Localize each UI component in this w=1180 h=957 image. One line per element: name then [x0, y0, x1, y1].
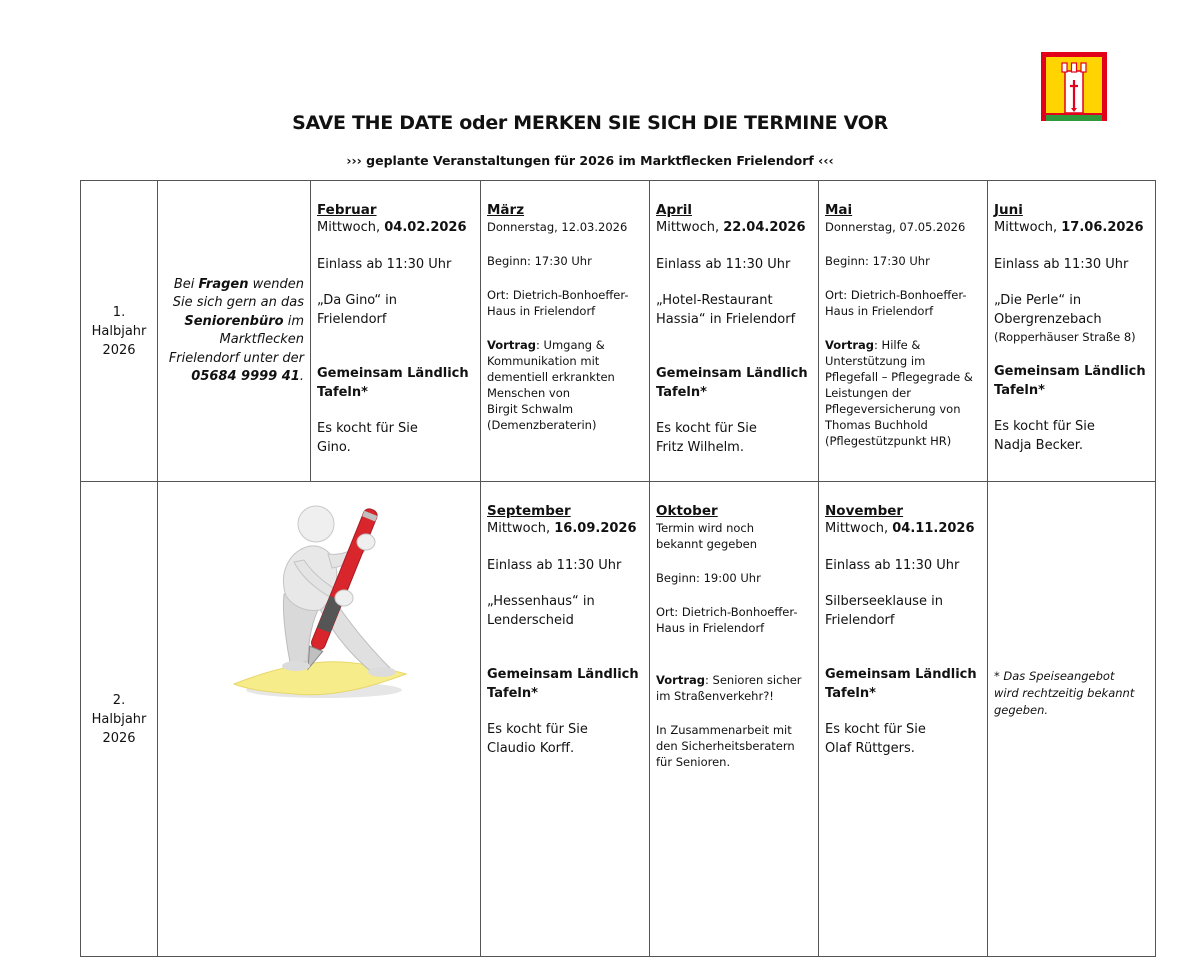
cook: Claudio Korff.	[487, 740, 575, 756]
talk-line: (Demenzberaterin)	[487, 418, 597, 432]
begin-time: Beginn: 17:30 Uhr	[487, 254, 592, 268]
series-name: Gemeinsam Ländlich	[994, 364, 1146, 379]
partner-note: In Zusammenarbeit mit	[656, 723, 792, 737]
weekday: Mittwoch,	[487, 521, 555, 536]
venue: Obergrenzebach	[994, 311, 1102, 327]
place: Haus in Frielendorf	[656, 621, 765, 635]
entry-time: Einlass ab 11:30 Uhr	[825, 557, 960, 573]
begin-time: Beginn: 19:00 Uhr	[656, 571, 761, 585]
event-date	[317, 219, 474, 238]
page-subtitle: ››› geplante Veranstaltungen für 2026 im Marktflecken Frielendorf ‹‹‹	[346, 153, 834, 168]
half-label: Halbjahr	[91, 711, 147, 727]
events-table	[80, 180, 1156, 957]
info-text: .	[299, 369, 304, 384]
month-label: November	[825, 503, 904, 519]
venue-address: (Ropperhäuser Straße 8)	[994, 330, 1136, 344]
month-label: März	[487, 202, 525, 218]
talk-line: Pflegeversicherung von	[825, 402, 961, 416]
event-november	[819, 482, 988, 957]
weekday: Mittwoch,	[825, 521, 893, 536]
talk	[825, 337, 981, 353]
entry-time: Einlass ab 11:30 Uhr	[487, 557, 622, 573]
event-march	[481, 181, 650, 482]
talk-line: : Hilfe &	[874, 338, 921, 352]
footnote-line: gegeben.	[994, 703, 1049, 717]
month-label: Mai	[825, 202, 853, 218]
event-april	[650, 181, 819, 482]
event-october	[650, 482, 819, 957]
talk	[487, 337, 643, 353]
weekday: Mittwoch,	[656, 220, 724, 235]
cook: Fritz Wilhelm.	[656, 439, 744, 455]
illustration-cell	[158, 482, 481, 957]
footnote-line: * Das Speiseangebot	[994, 669, 1115, 683]
series-name: Gemeinsam Ländlich	[317, 366, 469, 381]
cook: Gino.	[317, 439, 351, 455]
entry-time: Einlass ab 11:30 Uhr	[994, 256, 1129, 272]
event-date	[656, 219, 812, 238]
venue: „Die Perle“ in	[994, 293, 1082, 308]
talk-label: Vortrag	[487, 338, 537, 352]
event-date: Donnerstag, 07.05.2026	[825, 220, 966, 234]
event-date	[487, 520, 643, 539]
venue: Lenderscheid	[487, 612, 574, 628]
series-name: Tafeln*	[656, 384, 707, 400]
date: 17.06.2026	[1061, 220, 1144, 235]
place: Ort: Dietrich-Bonhoeffer-	[825, 288, 967, 302]
month-label: September	[487, 503, 571, 519]
event-may	[819, 181, 988, 482]
event-date	[825, 520, 981, 539]
talk-line: im Straßenverkehr?!	[656, 689, 774, 703]
cook: Es kocht für Sie	[656, 421, 757, 436]
talk-line: (Pflegestützpunkt HR)	[825, 434, 952, 448]
talk-line: Unterstützung im	[825, 354, 926, 368]
half-year-cell	[81, 181, 158, 482]
half-label: Halbjahr	[91, 323, 147, 339]
month-label: Oktober	[656, 503, 718, 519]
writing-figure-illustration	[224, 502, 414, 702]
info-text: wenden Sie sich gern an das	[172, 276, 304, 310]
partner-note: für Senioren.	[656, 755, 731, 769]
venue: Frielendorf	[825, 612, 895, 628]
series-name: Gemeinsam Ländlich	[825, 667, 977, 682]
event-date: Termin wird noch	[656, 521, 755, 535]
event-date: bekannt gegeben	[656, 537, 758, 551]
cook: Es kocht für Sie	[825, 722, 926, 737]
footnote-cell	[988, 482, 1156, 957]
series-name: Tafeln*	[994, 382, 1045, 398]
date: 04.02.2026	[384, 220, 467, 235]
talk-line: Thomas Buchhold	[825, 418, 928, 432]
contact-info	[158, 181, 311, 482]
series-name: Gemeinsam Ländlich	[656, 366, 808, 381]
venue: Hassia“ in Frielendorf	[656, 311, 796, 327]
month-label: April	[656, 202, 693, 218]
series-name: Tafeln*	[487, 685, 538, 701]
talk-line: : Umgang &	[536, 338, 605, 352]
info-text: Bei	[173, 276, 199, 292]
entry-time: Einlass ab 11:30 Uhr	[656, 256, 791, 272]
talk-line: Pflegefall – Pflegegrade &	[825, 370, 973, 384]
place: Ort: Dietrich-Bonhoeffer-	[656, 605, 798, 619]
partner-note: den Sicherheitsberatern	[656, 739, 795, 753]
talk-line: Menschen von	[487, 386, 571, 400]
event-february	[311, 181, 481, 482]
weekday: Mittwoch,	[994, 220, 1062, 235]
talk-line: Leistungen der	[825, 386, 911, 400]
cook: Es kocht für Sie	[317, 421, 418, 436]
half-number: 2.	[112, 692, 126, 708]
event-date: Donnerstag, 12.03.2026	[487, 220, 628, 234]
begin-time: Beginn: 17:30 Uhr	[825, 254, 930, 268]
weekday: Mittwoch,	[317, 220, 385, 235]
date: 16.09.2026	[554, 521, 637, 536]
venue: Silberseeklause in	[825, 594, 943, 609]
talk-line: Kommunikation mit	[487, 354, 600, 368]
venue: „Da Gino“ in	[317, 293, 398, 308]
series-name: Gemeinsam Ländlich	[487, 667, 639, 682]
talk-line: Birgit Schwalm	[487, 402, 574, 416]
page-title: SAVE THE DATE oder MERKEN SIE SICH DIE TERMINE VOR	[292, 112, 888, 134]
cook: Es kocht für Sie	[994, 419, 1095, 434]
talk-label: Vortrag	[825, 338, 875, 352]
event-september	[481, 482, 650, 957]
cook: Es kocht für Sie	[487, 722, 588, 737]
info-emph: Fragen	[198, 276, 249, 292]
talk-label: Vortrag	[656, 673, 706, 687]
cook: Olaf Rüttgers.	[825, 740, 915, 756]
talk-line: : Senioren sicher	[705, 673, 802, 687]
info-text: im Marktflecken Frielendorf unter der	[168, 313, 304, 366]
table-row	[81, 181, 1156, 482]
venue: „Hotel-Restaurant	[656, 293, 773, 308]
talk-line: dementiell erkrankten	[487, 370, 615, 384]
month-label: Februar	[317, 202, 377, 218]
info-emph: Seniorenbüro	[184, 313, 284, 329]
date: 22.04.2026	[723, 220, 806, 235]
venue: Frielendorf	[317, 311, 387, 327]
venue: „Hessenhaus“ in	[487, 594, 595, 609]
entry-time: Einlass ab 11:30 Uhr	[317, 256, 452, 272]
place: Haus in Frielendorf	[825, 304, 934, 318]
cook: Nadja Becker.	[994, 437, 1084, 453]
month-label: Juni	[994, 202, 1023, 218]
phone-number: 05684 9999 41	[191, 369, 300, 384]
series-name: Tafeln*	[825, 685, 876, 701]
footnote-line: wird rechtzeitig bekannt	[994, 686, 1135, 700]
half-year-cell	[81, 482, 158, 957]
table-row	[81, 482, 1156, 957]
half-year: 2026	[102, 730, 136, 746]
event-date	[994, 219, 1149, 238]
half-year: 2026	[102, 342, 136, 358]
talk	[656, 672, 812, 688]
half-number: 1.	[112, 304, 126, 320]
place: Haus in Frielendorf	[487, 304, 596, 318]
place: Ort: Dietrich-Bonhoeffer-	[487, 288, 629, 302]
date: 04.11.2026	[892, 521, 975, 536]
event-june	[988, 181, 1156, 482]
series-name: Tafeln*	[317, 384, 368, 400]
